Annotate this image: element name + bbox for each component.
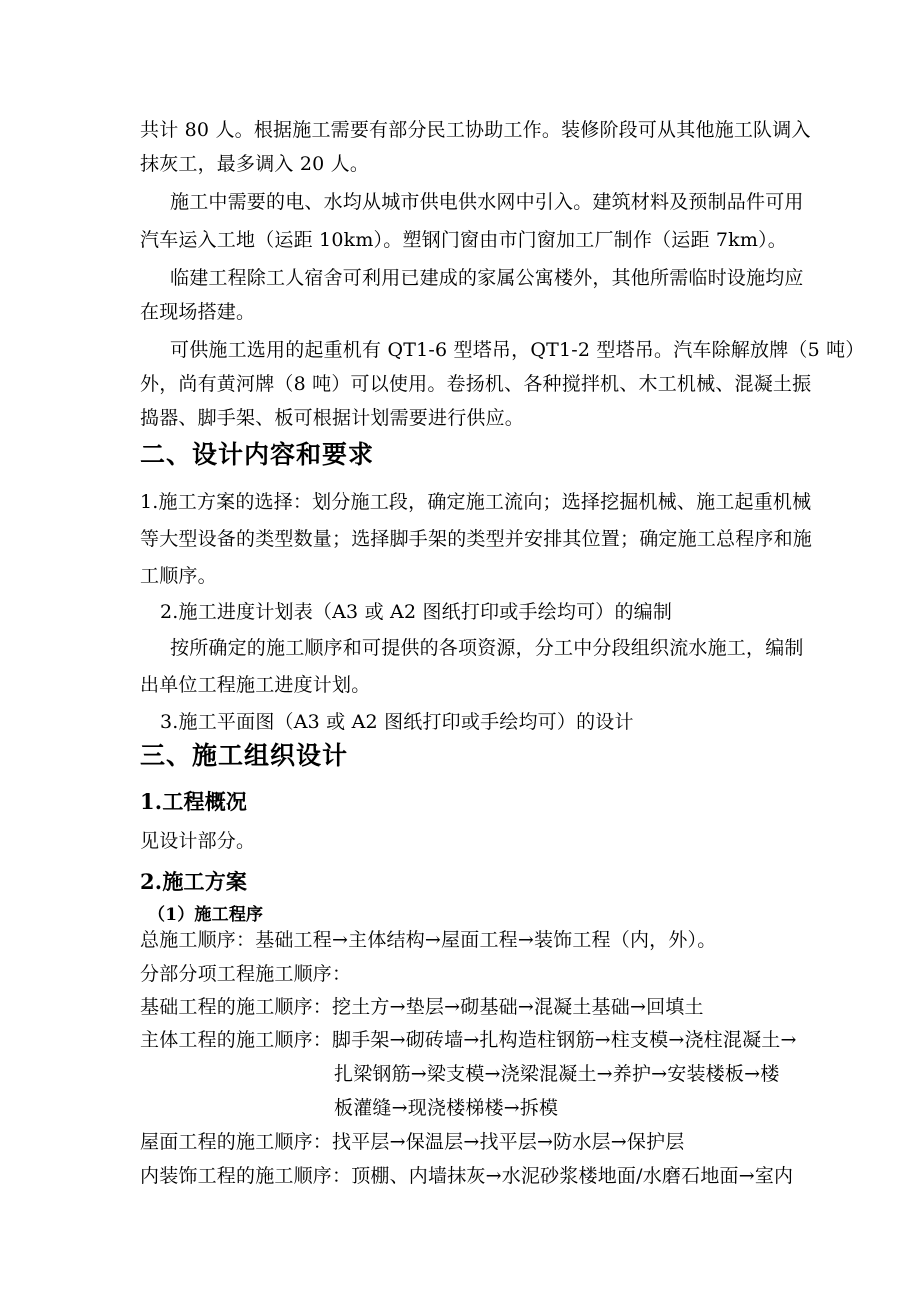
- main-structure-sequence-line3: 板灌缝→现浇楼梯楼→拆模: [334, 1097, 559, 1119]
- para2-line1: 施工中需要的电、水均从城市供电供水网中引入。建筑材料及预制品件可用: [170, 191, 804, 213]
- section2-heading: 二、设计内容和要求: [140, 440, 375, 469]
- interior-decoration-sequence: 内装饰工程的施工顺序：顶棚、内墙抹灰→水泥砂浆楼地面/水磨石地面→室内: [140, 1165, 794, 1187]
- para4-line1: 可供施工选用的起重机有 QT1-6 型塔吊，QT1-2 型塔吊。汽车除解放牌（5 吨）: [170, 339, 865, 361]
- para3-line1: 临建工程除工人宿舍可利用已建成的家属公寓楼外，其他所需临时设施均应: [170, 267, 804, 289]
- para1-line2: 抹灰工，最多调入 20 人。: [140, 153, 370, 175]
- section3-sub1-text: 见设计部分。: [140, 830, 256, 852]
- para3-line2: 在现场搭建。: [140, 301, 256, 323]
- foundation-sequence: 基础工程的施工顺序：挖土方→垫层→砌基础→混凝土基础→回填土: [140, 996, 704, 1018]
- partial-sequence-label: 分部分项工程施工顺序：: [140, 963, 352, 985]
- section2-item1-line2: 等大型设备的类型数量；选择脚手架的类型并安排其位置；确定施工总程序和施: [140, 528, 813, 550]
- section2-item1-line3: 工顺序。: [140, 565, 217, 587]
- construction-procedure-heading: （1）施工程序: [148, 905, 264, 925]
- section3-heading: 三、施工组织设计: [140, 741, 349, 770]
- para4-line2: 外，尚有黄河牌（8 吨）可以使用。卷扬机、各种搅拌机、木工机械、混凝土振: [140, 373, 812, 395]
- section3-sub1-heading: 1.工程概况: [140, 789, 248, 814]
- section2-item2: 2.施工进度计划表（A3 或 A2 图纸打印或手绘均可）的编制: [160, 601, 673, 623]
- para1-line1: 共计 80 人。根据施工需要有部分民工协助工作。装修阶段可从其他施工队调入: [140, 119, 811, 141]
- overall-sequence: 总施工顺序：基础工程→主体结构→屋面工程→装饰工程（内，外）。: [140, 929, 717, 951]
- section2-item2-desc-line2: 出单位工程施工进度计划。: [140, 674, 371, 696]
- section3-sub2-heading: 2.施工方案: [140, 869, 248, 894]
- para4-line3: 捣器、脚手架、板可根据计划需要进行供应。: [140, 407, 525, 429]
- main-structure-sequence-line1: 主体工程的施工顺序：脚手架→砌砖墙→扎构造柱钢筋→柱支模→浇柱混凝土→: [140, 1029, 797, 1051]
- para2-line2: 汽车运入工地（运距 10km）。塑钢门窗由市门窗加工厂制作（运距 7km）。: [140, 229, 788, 251]
- section2-item3: 3.施工平面图（A3 或 A2 图纸打印或手绘均可）的设计: [160, 711, 634, 733]
- section2-item2-desc-line1: 按所确定的施工顺序和可提供的各项资源，分工中分段组织流水施工，编制: [170, 637, 804, 659]
- main-structure-sequence-line2: 扎梁钢筋→梁支模→浇梁混凝土→养护→安装楼板→楼: [334, 1063, 780, 1085]
- roof-sequence: 屋面工程的施工顺序：找平层→保温层→找平层→防水层→保护层: [140, 1131, 685, 1153]
- section2-item1-line1: 1.施工方案的选择：划分施工段，确定施工流向；选择挖掘机械、施工起重机械: [140, 491, 812, 513]
